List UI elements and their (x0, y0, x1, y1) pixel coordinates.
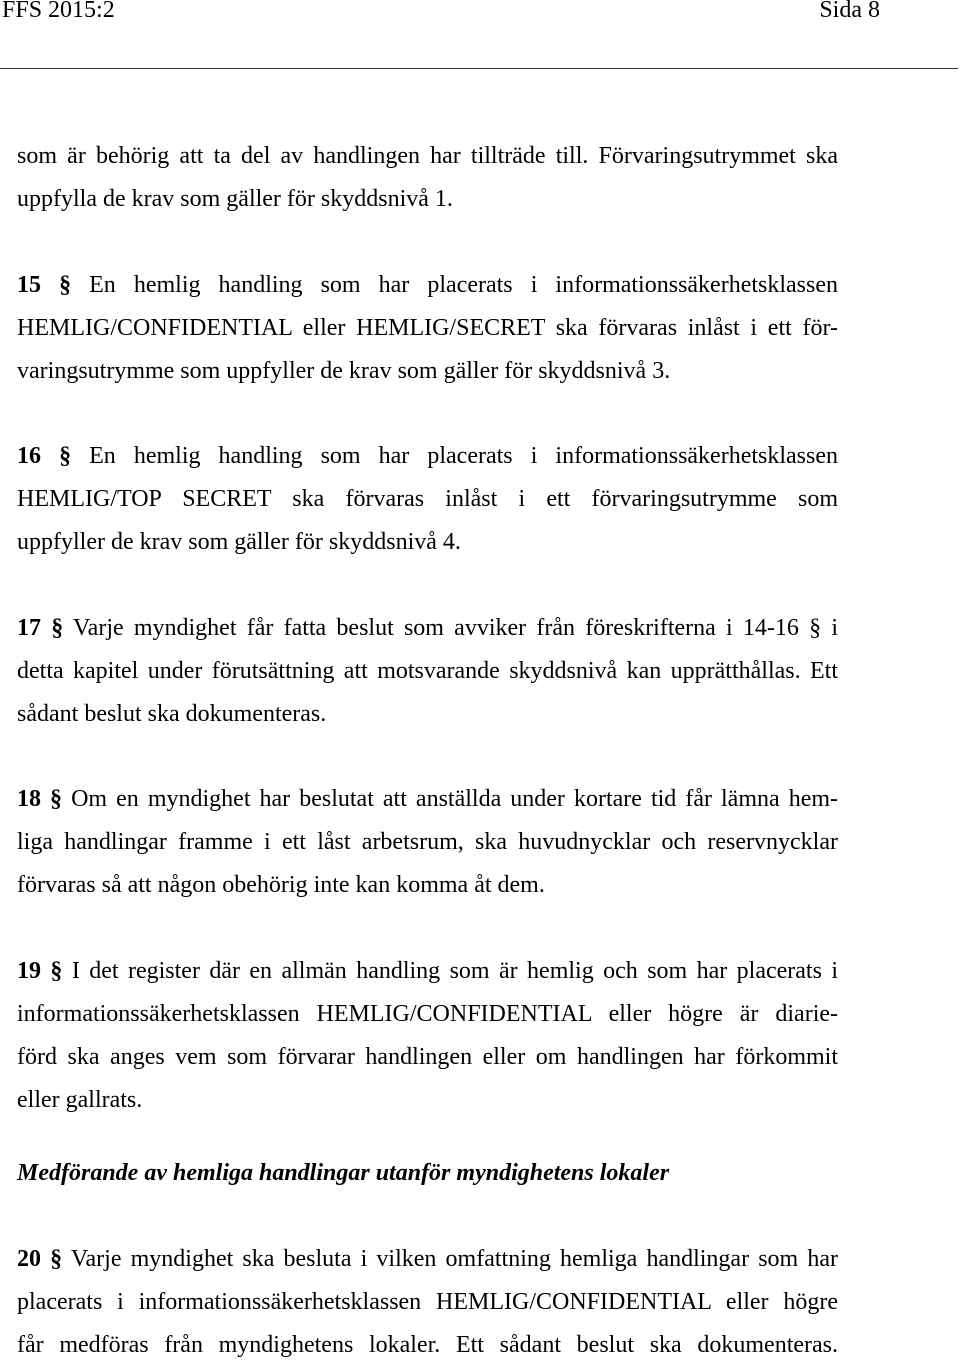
text-line: sådant beslut ska dokumenteras. (17, 701, 327, 727)
section-number: 16 (17, 443, 41, 469)
text-line: uppfylla de krav som gäller för skyddsnivå 1. (17, 186, 453, 212)
text-line: HEMLIG/TOP SECRET ska förvaras inlåst i ett förvaringsutrymme som (17, 486, 838, 512)
section-number: 15 (17, 272, 41, 298)
section-text: En hemlig handling som har placerats i informationssäkerhetsklassen (89, 272, 839, 298)
text-line (17, 443, 838, 469)
text-line: liga handlingar framme i ett låst arbetsrum, ska huvudnycklar och reservnycklar (17, 829, 838, 855)
section-sign: § (50, 958, 63, 984)
section-18 (17, 786, 838, 898)
section-text: Varje myndighet får fatta beslut som avviker från föreskrifterna i 14-16 § i (73, 615, 838, 641)
text-line (17, 615, 838, 641)
section-sign: § (50, 786, 63, 812)
text-line: som är behörig att ta del av handlingen har tillträde till. Förvaringsutrymmet ska (17, 143, 838, 169)
section-number: 18 (17, 786, 41, 812)
section-sign: § (59, 272, 72, 298)
text-line (17, 272, 838, 298)
section-19 (17, 958, 838, 1113)
document-id: FFS 2015:2 (2, 0, 115, 23)
text-line: detta kapitel under förutsättning att motsvarande skyddsnivå kan upprätthållas. Ett (17, 658, 838, 684)
text-line: uppfyller de krav som gäller för skyddsnivå 4. (17, 529, 461, 555)
text-line: varingsutrymme som uppfyller de krav som gäller för skyddsnivå 3. (17, 358, 671, 384)
section-text: Varje myndighet ska besluta i vilken omfattning hemliga handlingar som har (70, 1246, 838, 1272)
section-text: I det register där en allmän handling som är hemlig och som har placerats i (71, 958, 839, 984)
section-16 (17, 443, 838, 555)
section-number: 17 (17, 615, 41, 641)
text-line: HEMLIG/CONFIDENTIAL eller HEMLIG/SECRET ska förvaras inlåst i ett för- (17, 315, 838, 341)
section-17 (17, 615, 838, 727)
section-number: 19 (17, 958, 41, 984)
section-text: Om en myndighet har beslutat att anställda under kortare tid får lämna hem- (71, 786, 839, 812)
text-line: placerats i informationssäkerhetsklassen HEMLIG/CONFIDENTIAL eller högre (17, 1289, 838, 1315)
section-sign: § (59, 443, 72, 469)
text-line: förvaras så att någon obehörig inte kan komma åt dem. (17, 872, 545, 898)
text-line (17, 1246, 838, 1272)
section-text: En hemlig handling som har placerats i informationssäkerhetsklassen (89, 443, 839, 469)
section-sign: § (50, 1246, 63, 1272)
page-number: Sida 8 (819, 0, 880, 23)
section-20 (17, 1246, 838, 1358)
section-number: 20 (17, 1246, 41, 1272)
subheading (17, 1160, 838, 1186)
text-line: förd ska anges vem som förvarar handlingen eller om handlingen har förkommit (17, 1044, 838, 1070)
header-divider (0, 68, 958, 69)
continuation-paragraph (17, 143, 838, 212)
text-line: eller gallrats. (17, 1087, 143, 1113)
section-15 (17, 272, 838, 384)
text-line: får medföras från myndighetens lokaler. Ett sådant beslut ska dokumenteras. (17, 1332, 838, 1358)
section-sign: § (51, 615, 64, 641)
text-line (17, 958, 838, 984)
text-line (17, 786, 838, 812)
subheading-text: Medförande av hemliga handlingar utanför myndighetens lokaler (17, 1160, 670, 1186)
text-line: informationssäkerhetsklassen HEMLIG/CONFIDENTIAL eller högre är diarie- (17, 1001, 838, 1027)
